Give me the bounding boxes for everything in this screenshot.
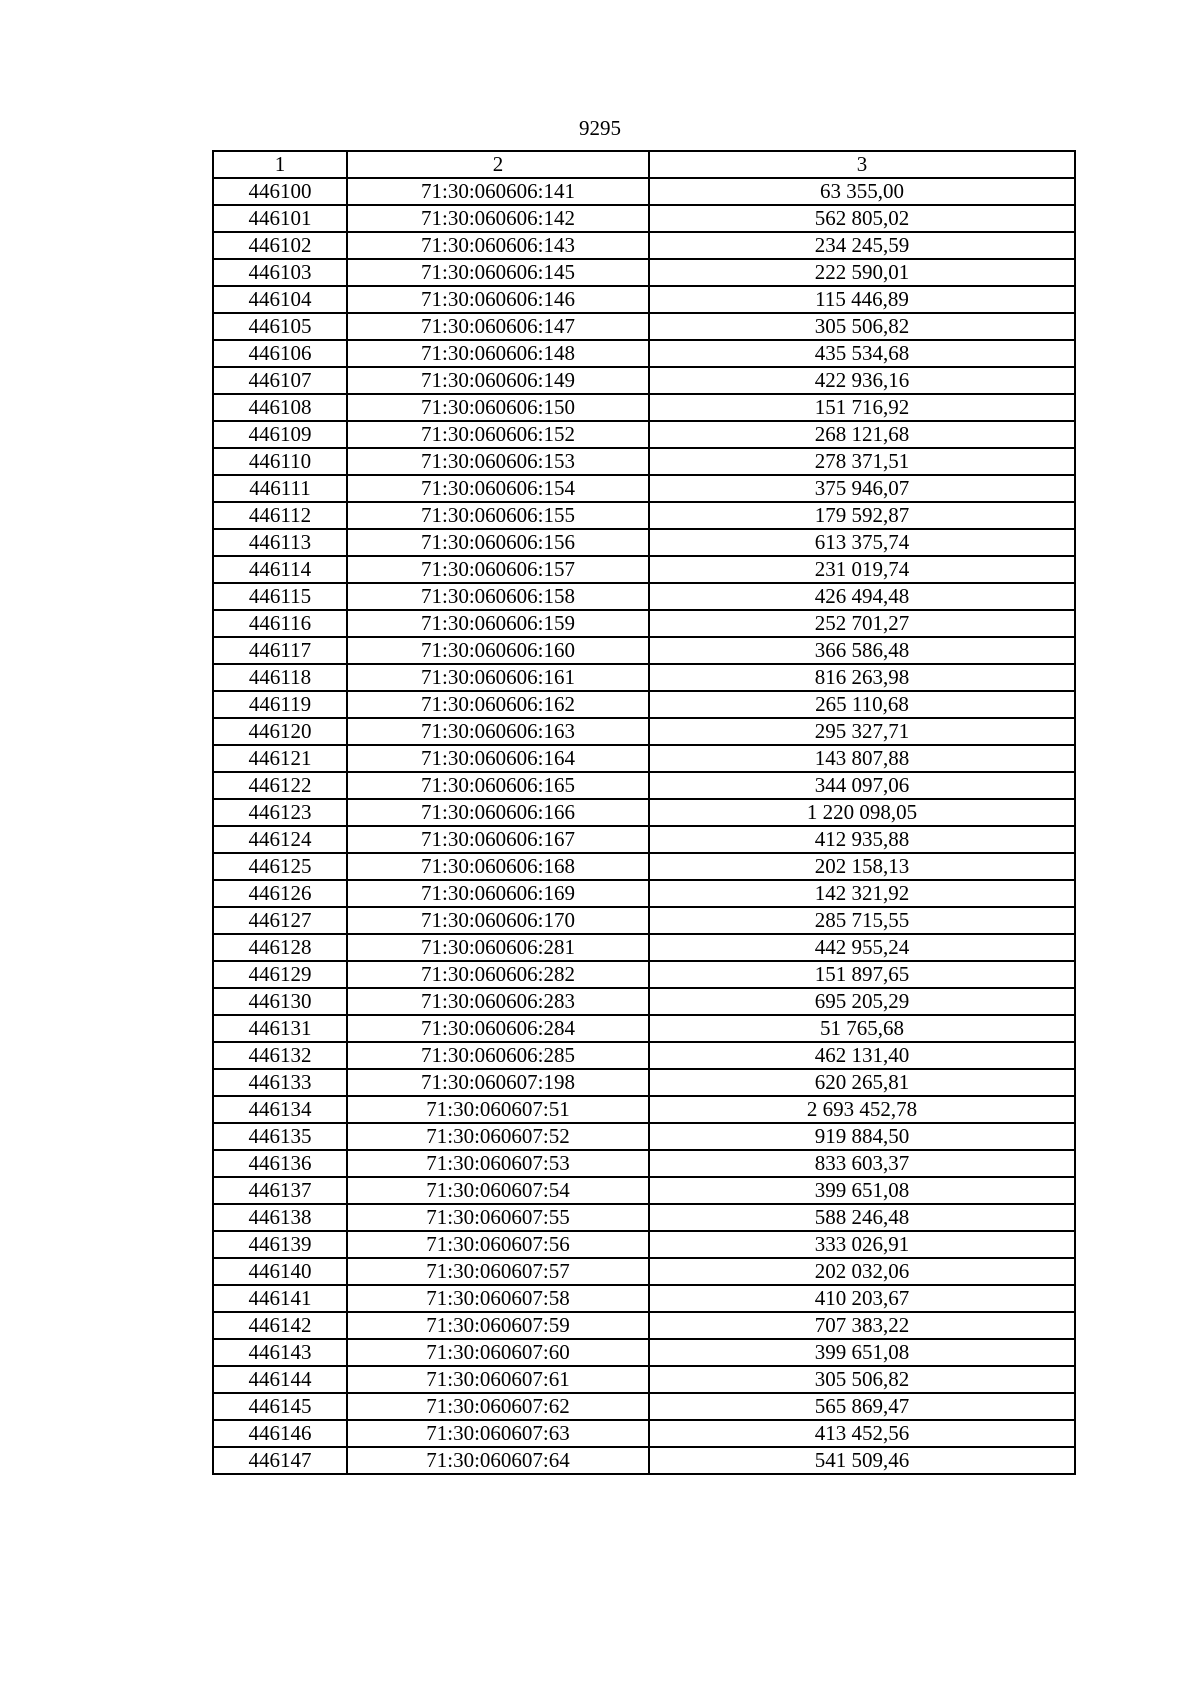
table-row: [213, 637, 1075, 664]
value-cell: 234 245,59: [649, 232, 1075, 259]
table-row: [213, 664, 1075, 691]
table-row: [213, 1312, 1075, 1339]
row-number-cell: 446106: [213, 340, 347, 367]
table-row: [213, 1231, 1075, 1258]
cadastral-number-cell: 71:30:060607:54: [347, 1177, 649, 1204]
value-cell: 305 506,82: [649, 313, 1075, 340]
table-row: [213, 988, 1075, 1015]
value-cell: 613 375,74: [649, 529, 1075, 556]
row-number-cell: 446147: [213, 1447, 347, 1474]
table-row: [213, 178, 1075, 205]
value-cell: 833 603,37: [649, 1150, 1075, 1177]
value-cell: 707 383,22: [649, 1312, 1075, 1339]
column-header: 2: [347, 151, 649, 178]
cadastral-number-cell: 71:30:060607:56: [347, 1231, 649, 1258]
row-number-cell: 446139: [213, 1231, 347, 1258]
row-number-cell: 446133: [213, 1069, 347, 1096]
row-number-cell: 446145: [213, 1393, 347, 1420]
table-row: [213, 1447, 1075, 1474]
row-number-cell: 446121: [213, 745, 347, 772]
table-row: [213, 853, 1075, 880]
cadastral-number-cell: 71:30:060607:64: [347, 1447, 649, 1474]
table-row: [213, 1123, 1075, 1150]
table-row: [213, 583, 1075, 610]
row-number-cell: 446130: [213, 988, 347, 1015]
table-row: [213, 907, 1075, 934]
row-number-cell: 446112: [213, 502, 347, 529]
cadastral-number-cell: 71:30:060606:168: [347, 853, 649, 880]
table-row: [213, 394, 1075, 421]
value-cell: 63 355,00: [649, 178, 1075, 205]
cadastral-number-cell: 71:30:060607:60: [347, 1339, 649, 1366]
value-cell: 344 097,06: [649, 772, 1075, 799]
value-cell: 588 246,48: [649, 1204, 1075, 1231]
cadastral-number-cell: 71:30:060606:283: [347, 988, 649, 1015]
row-number-cell: 446144: [213, 1366, 347, 1393]
table-body: [213, 178, 1075, 1474]
value-cell: 426 494,48: [649, 583, 1075, 610]
table-row: [213, 340, 1075, 367]
table-row: [213, 232, 1075, 259]
row-number-cell: 446138: [213, 1204, 347, 1231]
page-number: 9295: [579, 116, 621, 140]
cadastral-number-cell: 71:30:060606:285: [347, 1042, 649, 1069]
row-number-cell: 446118: [213, 664, 347, 691]
value-cell: 1 220 098,05: [649, 799, 1075, 826]
cadastral-number-cell: 71:30:060606:155: [347, 502, 649, 529]
row-number-cell: 446103: [213, 259, 347, 286]
value-cell: 375 946,07: [649, 475, 1075, 502]
table-row: [213, 934, 1075, 961]
cadastral-number-cell: 71:30:060606:142: [347, 205, 649, 232]
cadastral-number-cell: 71:30:060606:164: [347, 745, 649, 772]
cadastral-number-cell: 71:30:060606:141: [347, 178, 649, 205]
table-row: [213, 1366, 1075, 1393]
value-cell: 2 693 452,78: [649, 1096, 1075, 1123]
table-row: [213, 1420, 1075, 1447]
cadastral-number-cell: 71:30:060606:167: [347, 826, 649, 853]
table-row: [213, 1177, 1075, 1204]
table-row: [213, 961, 1075, 988]
value-cell: 695 205,29: [649, 988, 1075, 1015]
cadastral-number-cell: 71:30:060606:166: [347, 799, 649, 826]
table-row: [213, 826, 1075, 853]
table-row: [213, 502, 1075, 529]
table-row: [213, 745, 1075, 772]
row-number-cell: 446131: [213, 1015, 347, 1042]
cadastral-number-cell: 71:30:060606:282: [347, 961, 649, 988]
row-number-cell: 446136: [213, 1150, 347, 1177]
row-number-cell: 446100: [213, 178, 347, 205]
cadastral-number-cell: 71:30:060607:57: [347, 1258, 649, 1285]
table-row: [213, 718, 1075, 745]
row-number-cell: 446108: [213, 394, 347, 421]
row-number-cell: 446115: [213, 583, 347, 610]
value-cell: 435 534,68: [649, 340, 1075, 367]
cadastral-number-cell: 71:30:060607:58: [347, 1285, 649, 1312]
cadastral-number-cell: 71:30:060606:165: [347, 772, 649, 799]
value-cell: 565 869,47: [649, 1393, 1075, 1420]
value-cell: 51 765,68: [649, 1015, 1075, 1042]
cadastral-number-cell: 71:30:060606:158: [347, 583, 649, 610]
table-row: [213, 799, 1075, 826]
row-number-cell: 446111: [213, 475, 347, 502]
value-cell: 333 026,91: [649, 1231, 1075, 1258]
column-header: 1: [213, 151, 347, 178]
table-row: [213, 421, 1075, 448]
value-cell: 252 701,27: [649, 610, 1075, 637]
cadastral-number-cell: 71:30:060606:152: [347, 421, 649, 448]
table-row: [213, 556, 1075, 583]
cadastral-number-cell: 71:30:060607:59: [347, 1312, 649, 1339]
value-cell: 399 651,08: [649, 1339, 1075, 1366]
cadastral-number-cell: 71:30:060606:148: [347, 340, 649, 367]
column-header: 3: [649, 151, 1075, 178]
row-number-cell: 446105: [213, 313, 347, 340]
value-cell: 231 019,74: [649, 556, 1075, 583]
value-cell: 202 158,13: [649, 853, 1075, 880]
value-cell: 366 586,48: [649, 637, 1075, 664]
cadastral-number-cell: 71:30:060606:163: [347, 718, 649, 745]
value-cell: 412 935,88: [649, 826, 1075, 853]
table-row: [213, 1204, 1075, 1231]
table-row: [213, 259, 1075, 286]
cadastral-number-cell: 71:30:060607:62: [347, 1393, 649, 1420]
cadastral-number-cell: 71:30:060606:156: [347, 529, 649, 556]
row-number-cell: 446127: [213, 907, 347, 934]
row-number-cell: 446128: [213, 934, 347, 961]
value-cell: 919 884,50: [649, 1123, 1075, 1150]
cadastral-number-cell: 71:30:060606:150: [347, 394, 649, 421]
cadastral-number-cell: 71:30:060607:52: [347, 1123, 649, 1150]
table-row: [213, 313, 1075, 340]
value-cell: 179 592,87: [649, 502, 1075, 529]
cadastral-number-cell: 71:30:060606:147: [347, 313, 649, 340]
row-number-cell: 446146: [213, 1420, 347, 1447]
row-number-cell: 446102: [213, 232, 347, 259]
cadastral-number-cell: 71:30:060606:143: [347, 232, 649, 259]
value-cell: 399 651,08: [649, 1177, 1075, 1204]
value-cell: 410 203,67: [649, 1285, 1075, 1312]
table-row: [213, 529, 1075, 556]
row-number-cell: 446126: [213, 880, 347, 907]
cadastral-number-cell: 71:30:060606:161: [347, 664, 649, 691]
row-number-cell: 446116: [213, 610, 347, 637]
cadastral-number-cell: 71:30:060606:281: [347, 934, 649, 961]
row-number-cell: 446134: [213, 1096, 347, 1123]
row-number-cell: 446125: [213, 853, 347, 880]
row-number-cell: 446101: [213, 205, 347, 232]
cadastral-number-cell: 71:30:060606:145: [347, 259, 649, 286]
value-cell: 620 265,81: [649, 1069, 1075, 1096]
row-number-cell: 446141: [213, 1285, 347, 1312]
value-cell: 265 110,68: [649, 691, 1075, 718]
table-row: [213, 1096, 1075, 1123]
table-row: [213, 1339, 1075, 1366]
cadastral-number-cell: 71:30:060606:149: [347, 367, 649, 394]
row-number-cell: 446114: [213, 556, 347, 583]
cadastral-number-cell: 71:30:060606:160: [347, 637, 649, 664]
row-number-cell: 446109: [213, 421, 347, 448]
table-row: [213, 205, 1075, 232]
value-cell: 142 321,92: [649, 880, 1075, 907]
cadastral-number-cell: 71:30:060606:284: [347, 1015, 649, 1042]
cadastral-number-cell: 71:30:060606:159: [347, 610, 649, 637]
value-cell: 285 715,55: [649, 907, 1075, 934]
row-number-cell: 446137: [213, 1177, 347, 1204]
value-cell: 562 805,02: [649, 205, 1075, 232]
row-number-cell: 446142: [213, 1312, 347, 1339]
cadastral-number-cell: 71:30:060607:198: [347, 1069, 649, 1096]
cadastral-number-cell: 71:30:060606:153: [347, 448, 649, 475]
table-row: [213, 286, 1075, 313]
cadastral-number-cell: 71:30:060606:162: [347, 691, 649, 718]
table-row: [213, 1285, 1075, 1312]
value-cell: 115 446,89: [649, 286, 1075, 313]
row-number-cell: 446124: [213, 826, 347, 853]
cadastral-number-cell: 71:30:060606:170: [347, 907, 649, 934]
value-cell: 278 371,51: [649, 448, 1075, 475]
table-row: [213, 1258, 1075, 1285]
row-number-cell: 446129: [213, 961, 347, 988]
cadastral-number-cell: 71:30:060607:53: [347, 1150, 649, 1177]
row-number-cell: 446119: [213, 691, 347, 718]
cadastral-number-cell: 71:30:060607:55: [347, 1204, 649, 1231]
row-number-cell: 446113: [213, 529, 347, 556]
row-number-cell: 446132: [213, 1042, 347, 1069]
value-cell: 151 716,92: [649, 394, 1075, 421]
value-cell: 143 807,88: [649, 745, 1075, 772]
row-number-cell: 446123: [213, 799, 347, 826]
row-number-cell: 446117: [213, 637, 347, 664]
value-cell: 305 506,82: [649, 1366, 1075, 1393]
cadastral-number-cell: 71:30:060607:61: [347, 1366, 649, 1393]
table-row: [213, 610, 1075, 637]
row-number-cell: 446140: [213, 1258, 347, 1285]
table-row: [213, 367, 1075, 394]
row-number-cell: 446143: [213, 1339, 347, 1366]
value-cell: 413 452,56: [649, 1420, 1075, 1447]
cadastral-number-cell: 71:30:060606:154: [347, 475, 649, 502]
table-row: [213, 475, 1075, 502]
table-row: [213, 448, 1075, 475]
cadastral-number-cell: 71:30:060607:51: [347, 1096, 649, 1123]
data-table: [212, 150, 1076, 1475]
value-cell: 295 327,71: [649, 718, 1075, 745]
table-row: [213, 691, 1075, 718]
table-row: [213, 880, 1075, 907]
table-row: [213, 1393, 1075, 1420]
row-number-cell: 446120: [213, 718, 347, 745]
cadastral-number-cell: 71:30:060606:157: [347, 556, 649, 583]
table-row: [213, 1150, 1075, 1177]
table-row: [213, 1069, 1075, 1096]
value-cell: 151 897,65: [649, 961, 1075, 988]
table-row: [213, 772, 1075, 799]
cadastral-number-cell: 71:30:060607:63: [347, 1420, 649, 1447]
row-number-cell: 446122: [213, 772, 347, 799]
value-cell: 202 032,06: [649, 1258, 1075, 1285]
value-cell: 462 131,40: [649, 1042, 1075, 1069]
value-cell: 422 936,16: [649, 367, 1075, 394]
table-row: [213, 1042, 1075, 1069]
cadastral-number-cell: 71:30:060606:146: [347, 286, 649, 313]
row-number-cell: 446107: [213, 367, 347, 394]
row-number-cell: 446110: [213, 448, 347, 475]
table-header-row: [213, 151, 1075, 178]
row-number-cell: 446135: [213, 1123, 347, 1150]
value-cell: 816 263,98: [649, 664, 1075, 691]
table-row: [213, 1015, 1075, 1042]
cadastral-number-cell: 71:30:060606:169: [347, 880, 649, 907]
value-cell: 222 590,01: [649, 259, 1075, 286]
value-cell: 541 509,46: [649, 1447, 1075, 1474]
value-cell: 268 121,68: [649, 421, 1075, 448]
row-number-cell: 446104: [213, 286, 347, 313]
value-cell: 442 955,24: [649, 934, 1075, 961]
